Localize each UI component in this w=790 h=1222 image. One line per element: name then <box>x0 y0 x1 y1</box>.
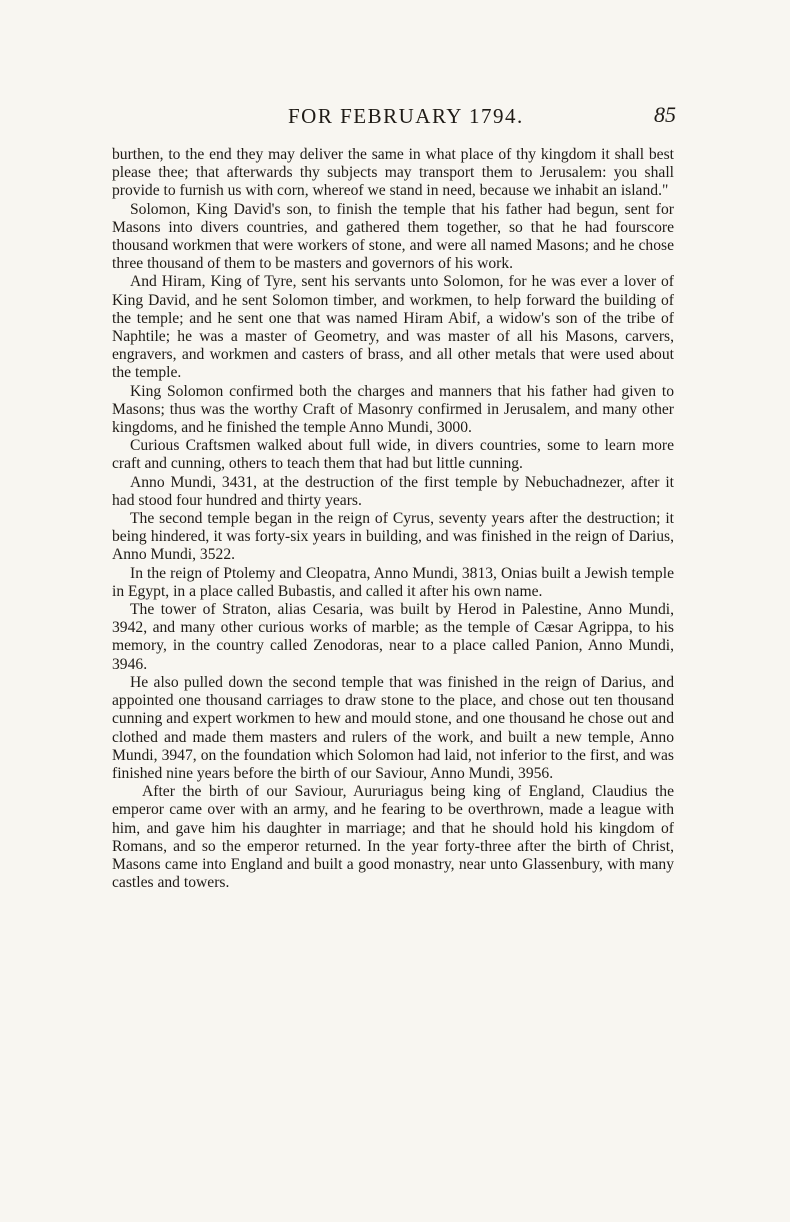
paragraph-straton: The tower of Straton, alias Cesaria, was built by Herod in Palestine, Anno Mundi, 3942, and many other curious works of marble; as the temple of Cæsar Agrippa, to his memory, in the country called Zenodoras, near to a place called Panion, Anno Mundi, 3946. <box>112 601 674 673</box>
paragraph-confirmed: King Solomon confirmed both the charges and manners that his father had given to Masons; thus was the worthy Craft of Masonry confirmed in Jerusalem, and many other kingdoms, and he finished the temple Anno Mundi, 3000. <box>112 382 674 437</box>
page-number: 85 <box>654 102 676 127</box>
paragraph-hiram: And Hiram, King of Tyre, sent his servants unto Solomon, for he was ever a lover of King David, and he sent Solomon timber, and workmen, to help forward the building of the temple; and he sent one that was named Hiram Abif, a widow's son of the tribe of Naphtile; he was a master of Geometry, and was master of all his Masons, carvers, engravers, and workmen and casters of brass, and all other metals that were used about the temple. <box>112 273 674 382</box>
paragraph-second-temple: The second temple began in the reign of Cyrus, seventy years after the destruction; it being hindered, it was forty-six years in building, and was finished in the reign of Darius, Anno Mundi, 3522. <box>112 510 674 564</box>
paragraph-saviour: After the birth of our Saviour, Aururiagus being king of England, Claudius the emperor came over with an army, and he fearing to be overthrown, made a league with him, and gave him his daughter in marriage; and that he should hold his kingdom of Romans, and so the emperor returned. In the year forty-three after the birth of Christ, Masons came into England and built a good monastry, near unto Glassenbury, with many castles and towers. <box>112 783 674 892</box>
paragraph-ptolemy: In the reign of Ptolemy and Cleopatra, Anno Mundi, 3813, Onias built a Jewish temple in Egypt, in a place called Bubastis, and called it after his own name. <box>112 564 674 600</box>
paragraph-craftsmen: Curious Craftsmen walked about full wide, in divers countries, some to learn more craft and cunning, others to teach them that had but little cunning. <box>112 437 674 473</box>
paragraph-destruction: Anno Mundi, 3431, at the destruction of the first temple by Nebuchadnezer, after it had stood four hundred and thirty years. <box>112 473 674 509</box>
paragraph-continuation: burthen, to the end they may deliver the same in what place of thy kingdom it shall best please thee; that afterwards thy subjects may transport them to Jerusalem: you shall provide to furnish us with corn, whereof we stand in need, because we inhabit an island." <box>112 146 674 200</box>
running-title: FOR FEBRUARY 1794. <box>288 104 524 128</box>
page-header <box>112 100 676 134</box>
paragraph-herod-temple: He also pulled down the second temple that was finished in the reign of Darius, and appointed one thousand carriages to draw stone to the place, and chose out ten thousand cunning and expert workmen to hew and mould stone, and one thousand he chose out and clothed and made them masters and rulers of the work, and built a new temple, Anno Mundi, 3947, on the foundation which Solomon had laid, not inferior to the first, and was finished nine years before the birth of our Saviour, Anno Mundi, 3956. <box>112 673 674 782</box>
paragraph-solomon: Solomon, King David's son, to finish the temple that his father had begun, sent for Masons into divers countries, and gathered them together, so that he had fourscore thousand workmen that were workers of stone, and were all named Masons; and he chose three thousand of them to be masters and governors of his work. <box>112 200 674 273</box>
body-text <box>112 146 674 892</box>
